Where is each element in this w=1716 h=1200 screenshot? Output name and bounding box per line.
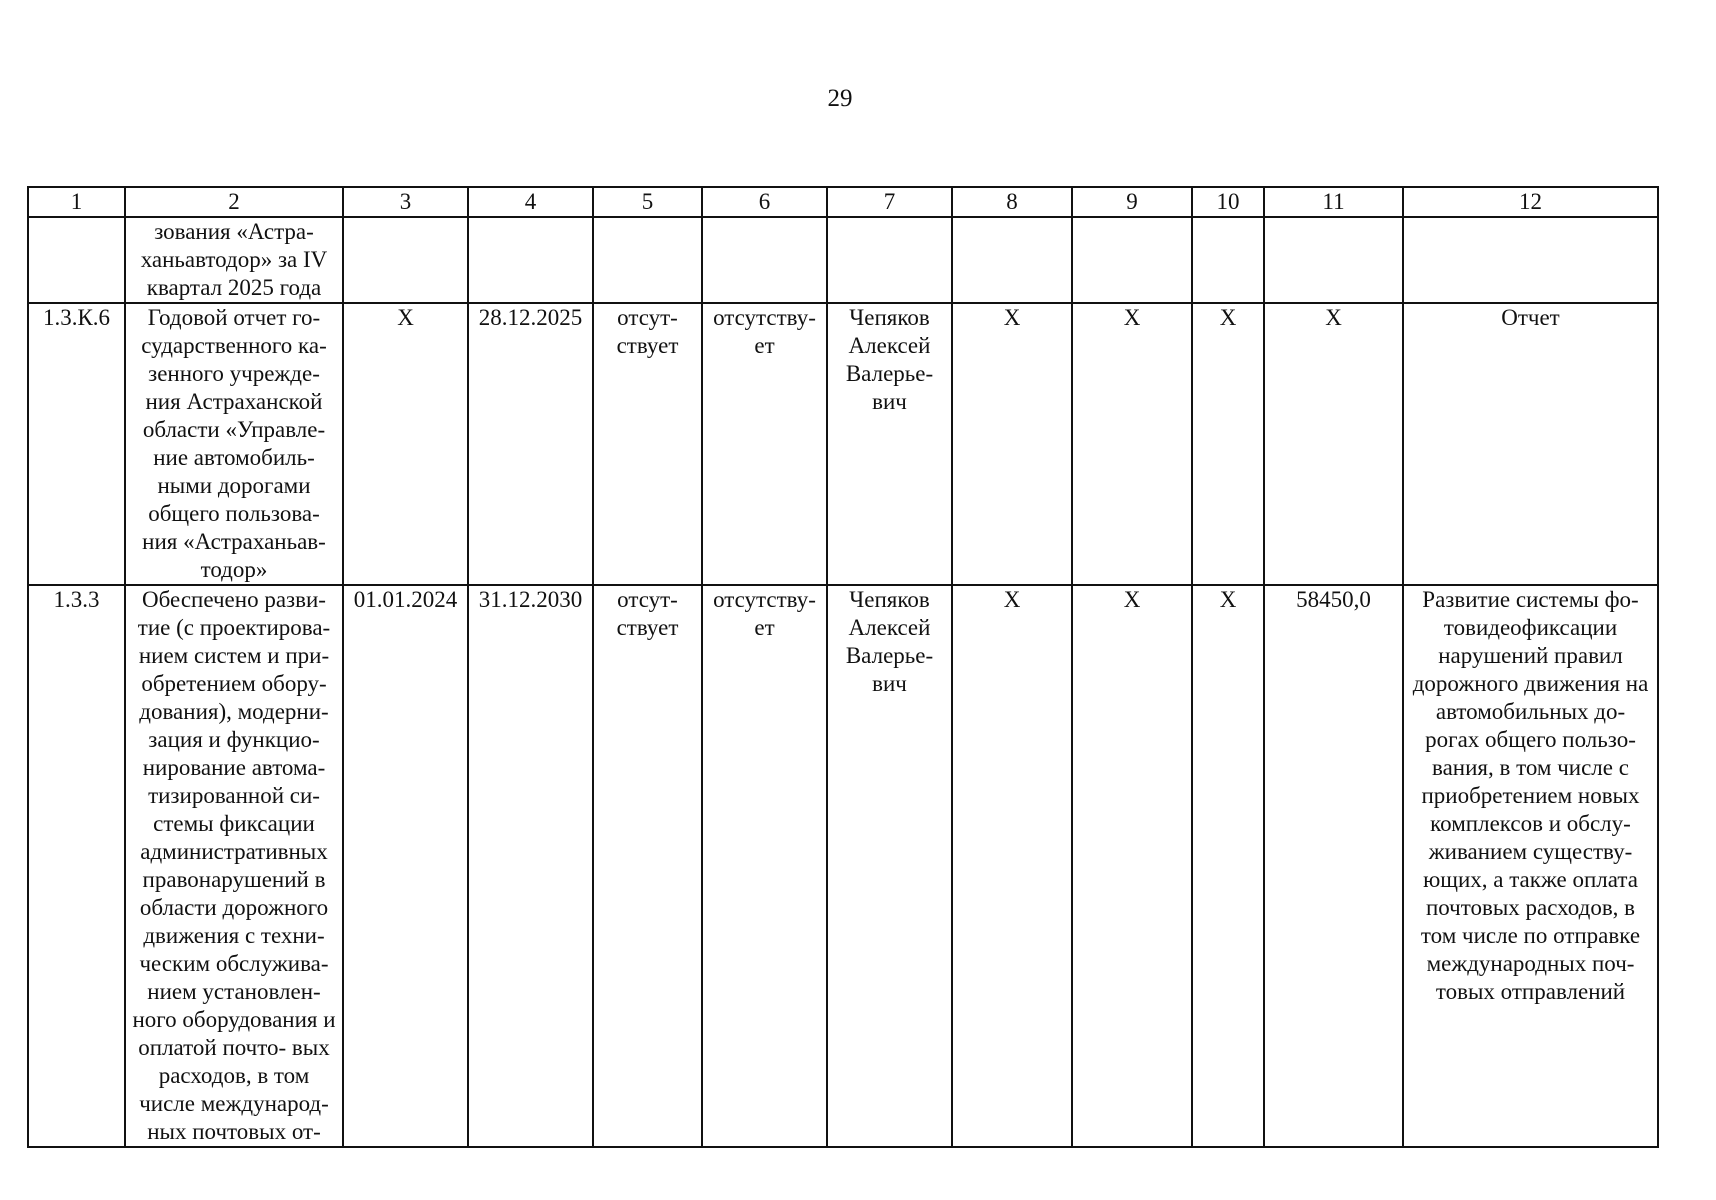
cell-responsible: [827, 217, 952, 303]
column-header: 12: [1403, 187, 1658, 217]
cell-number: 1.3.3: [28, 585, 125, 1147]
cell-col10: [1192, 217, 1264, 303]
cell-col6: [702, 217, 827, 303]
column-header: 11: [1264, 187, 1403, 217]
cell-col5: отсут- ствует: [593, 303, 702, 585]
cell-col10: X: [1192, 303, 1264, 585]
column-header: 10: [1192, 187, 1264, 217]
cell-name: Обеспечено разви- тие (с проектирова- нием систем и при- обретением обору- дования), модерни- зация и функцио- нирование автома- тизированной си- стемы фиксации административных правонарушений в области дорожного движения с техни- ческим обслужива- нием установлен- ного оборудования и оплатой почто- вых расходов, в том числе международ- ных почтовых от-: [125, 585, 343, 1147]
table-row-1-3-3: [28, 585, 1658, 1147]
column-header: 1: [28, 187, 125, 217]
cell-amount: X: [1264, 303, 1403, 585]
table-row-continuation: [28, 217, 1658, 303]
column-header: 2: [125, 187, 343, 217]
column-header: 5: [593, 187, 702, 217]
cell-col6: отсутству- ет: [702, 585, 827, 1147]
cell-col5: отсут- ствует: [593, 585, 702, 1147]
page-number: 29: [827, 85, 853, 112]
table-header-row: [28, 187, 1658, 217]
cell-name: Годовой отчет го- сударственного ка- зенного учрежде- ния Астраханской области «Управле- ние автомобиль- ными дорогами общего пользова- ния «Астраханьав- тодор»: [125, 303, 343, 585]
column-header: 9: [1072, 187, 1192, 217]
cell-start-date: X: [343, 303, 468, 585]
cell-amount: [1264, 217, 1403, 303]
cell-name: зования «Астра- ханьавтодор» за IV квартал 2025 года: [125, 217, 343, 303]
plan-table: [27, 186, 1659, 1148]
cell-number: 1.3.К.6: [28, 303, 125, 585]
cell-amount: 58450,0: [1264, 585, 1403, 1147]
cell-end-date: 31.12.2030: [468, 585, 593, 1147]
cell-col9: [1072, 217, 1192, 303]
cell-start-date: [343, 217, 468, 303]
cell-col6: отсутству- ет: [702, 303, 827, 585]
cell-result: Отчет: [1403, 303, 1658, 585]
cell-col9: X: [1072, 303, 1192, 585]
cell-responsible: Чепяков Алексей Валерье- вич: [827, 303, 952, 585]
column-header: 6: [702, 187, 827, 217]
cell-end-date: [468, 217, 593, 303]
column-header: 3: [343, 187, 468, 217]
cell-start-date: 01.01.2024: [343, 585, 468, 1147]
column-header: 7: [827, 187, 952, 217]
cell-result: Развитие системы фо- товидеофиксации нарушений правил дорожного движения на автомобильных до- рогах общего пользо- вания, в том числе с приобретением новых комплексов и обслу- живанием существу- ющих, а также оплата почтовых расходов, в том числе по отправке международных поч- товых отправлений: [1403, 585, 1658, 1147]
column-header: 8: [952, 187, 1072, 217]
cell-col10: X: [1192, 585, 1264, 1147]
cell-col8: [952, 217, 1072, 303]
cell-col5: [593, 217, 702, 303]
cell-col8: X: [952, 585, 1072, 1147]
table-row-1-3-k-6: [28, 303, 1658, 585]
cell-result: [1403, 217, 1658, 303]
cell-number: [28, 217, 125, 303]
cell-end-date: 28.12.2025: [468, 303, 593, 585]
cell-responsible: Чепяков Алексей Валерье- вич: [827, 585, 952, 1147]
cell-col8: X: [952, 303, 1072, 585]
column-header: 4: [468, 187, 593, 217]
cell-col9: X: [1072, 585, 1192, 1147]
